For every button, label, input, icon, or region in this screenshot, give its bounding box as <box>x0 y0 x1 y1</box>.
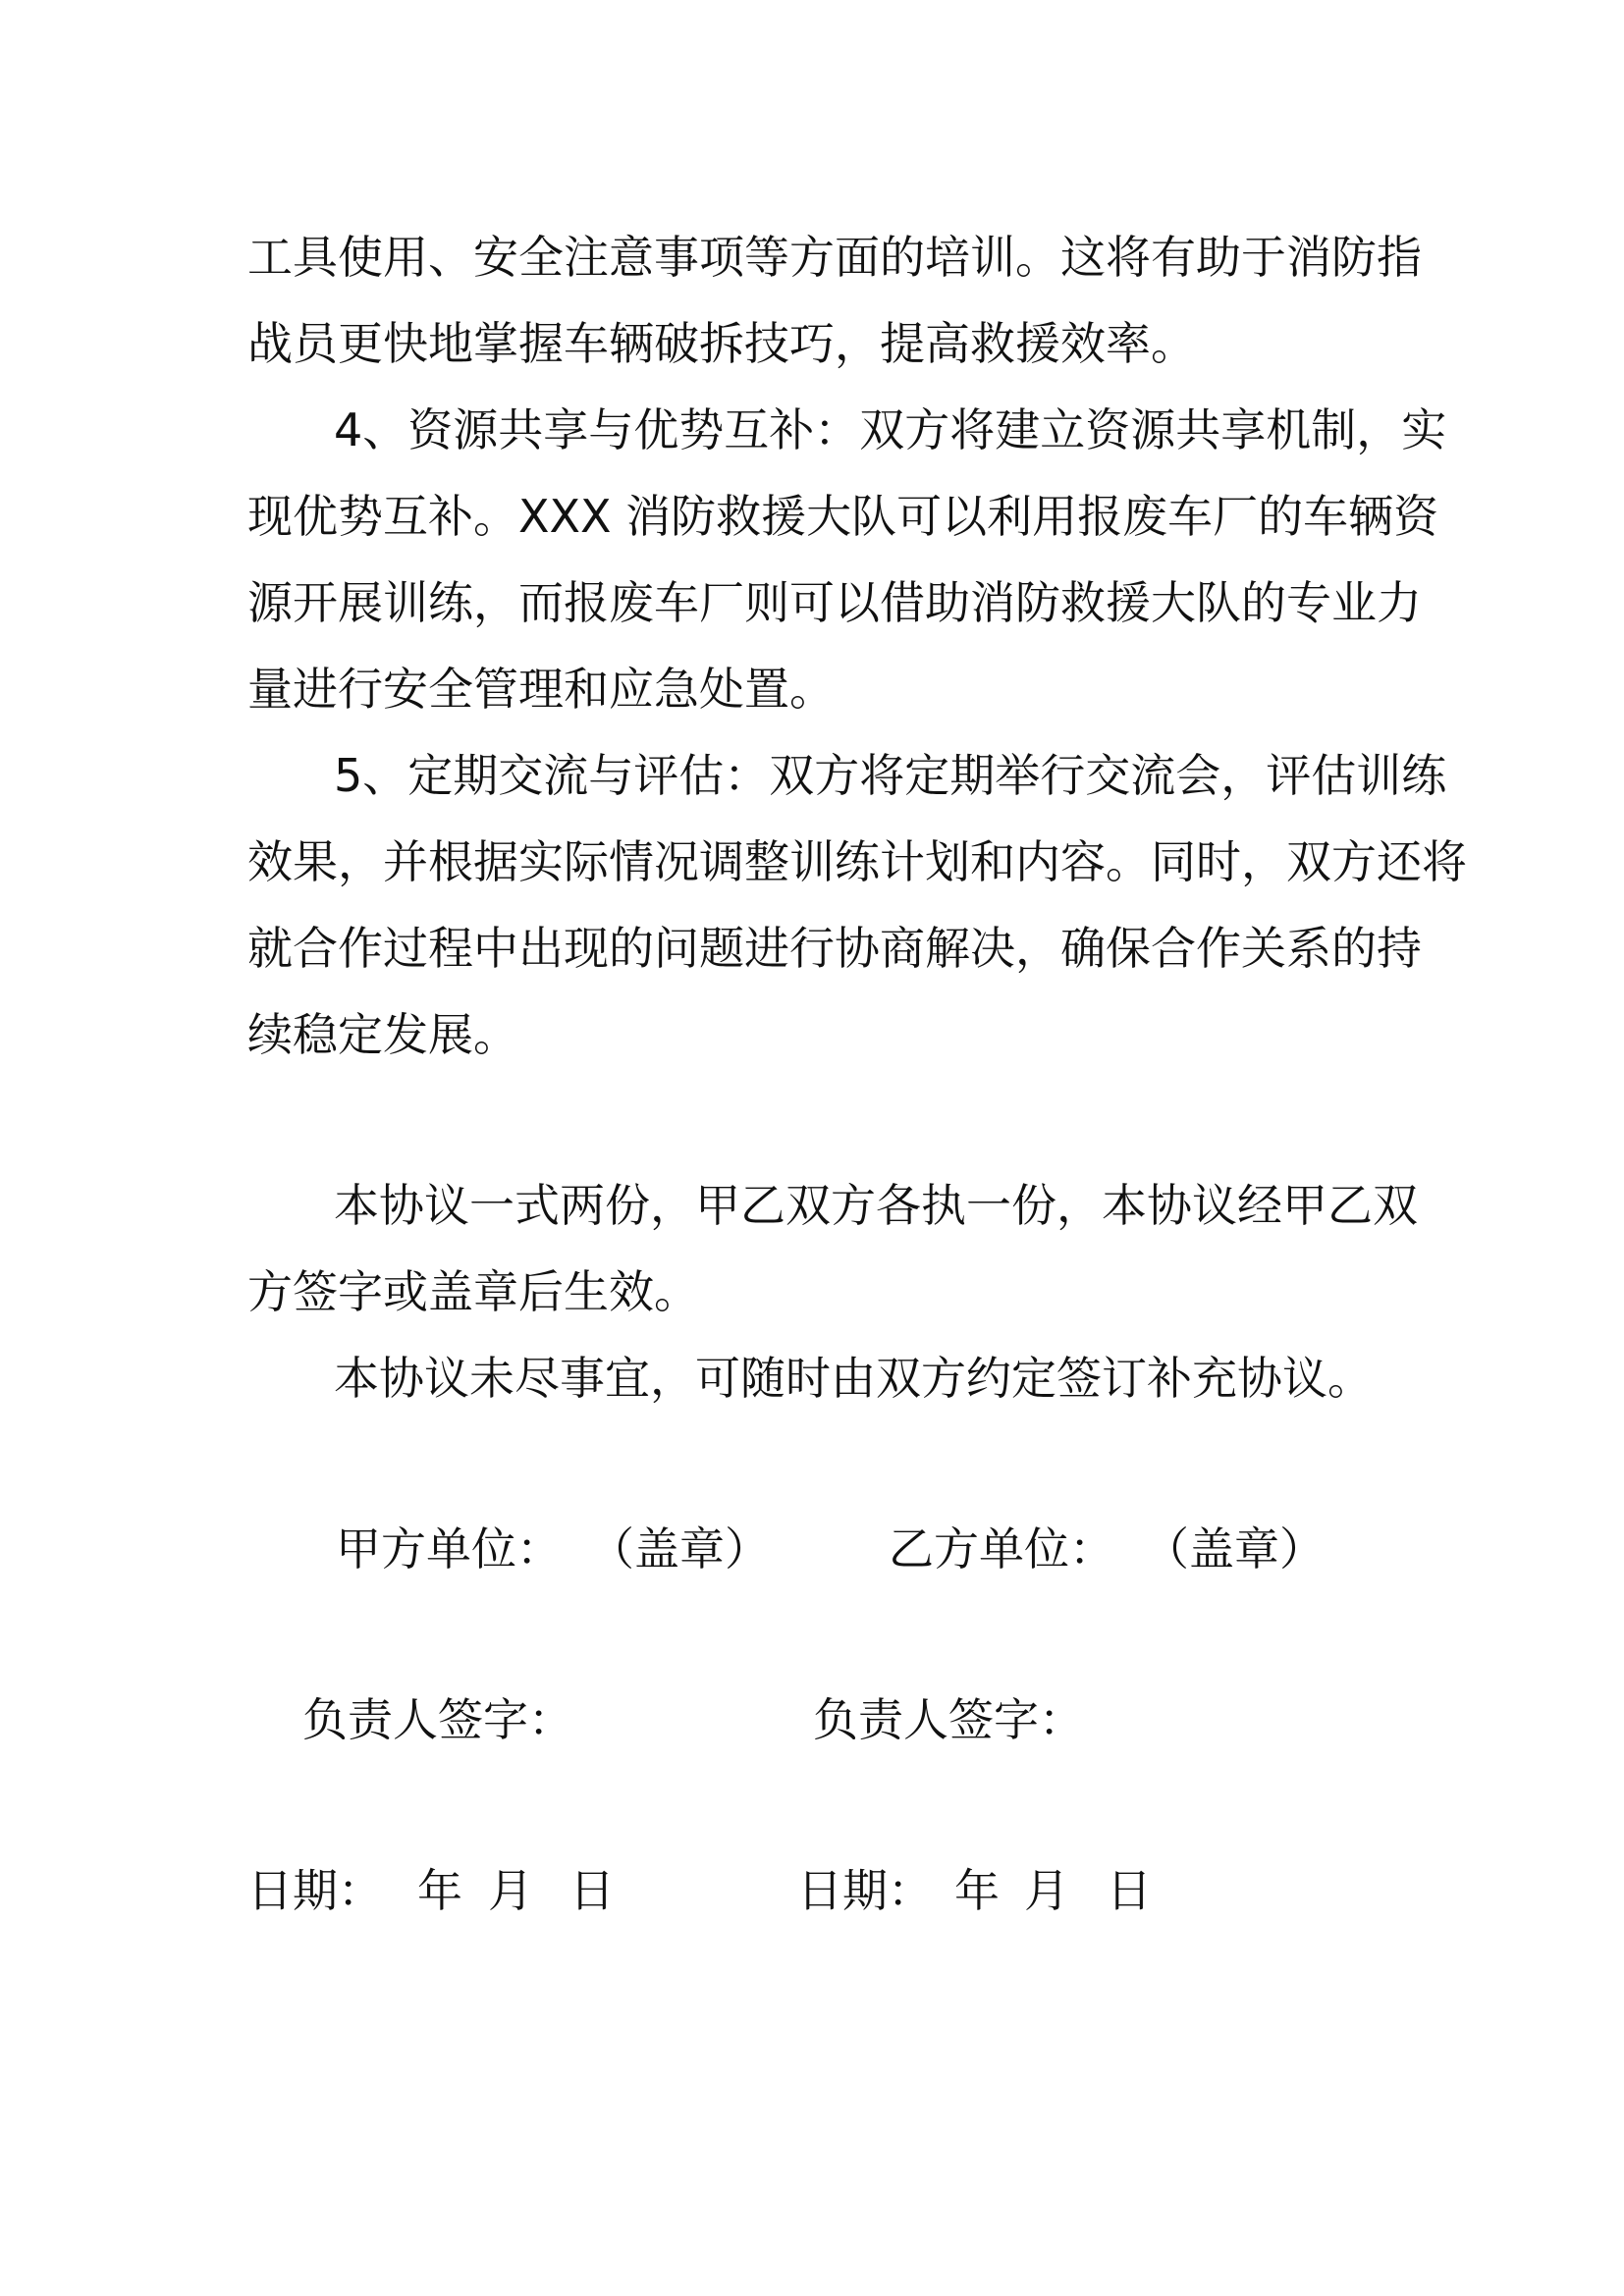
paragraph-line: 就合作过程中出现的问题进行协商解决，确保合作关系的持 <box>247 922 1422 975</box>
paragraph-line: 本协议未尽事宜，可随时由双方约定签订补充协议。 <box>334 1352 1373 1405</box>
paragraph-line: 5、定期交流与评估：双方将定期举行交流会，评估训练 <box>334 749 1447 802</box>
paragraph-line: 本协议一式两份，甲乙双方各执一份，本协议经甲乙双 <box>334 1179 1418 1232</box>
paragraph-line: 工具使用、安全注意事项等方面的培训。这将有助于消防指 <box>247 231 1422 284</box>
party-a-month: 月 <box>488 1864 533 1917</box>
party-a-signature-label: 负责人签字： <box>302 1693 573 1746</box>
party-b-date-label: 日期： <box>797 1864 933 1917</box>
party-a-year: 年 <box>417 1864 462 1917</box>
party-b-unit-label: 乙方单位： <box>889 1522 1114 1575</box>
party-b-day: 日 <box>1107 1864 1152 1917</box>
paragraph-line: 续稳定发展。 <box>247 1008 518 1061</box>
party-b-year: 年 <box>954 1864 1000 1917</box>
paragraph-line: 效果，并根据实际情况调整训练计划和内容。同时，双方还将 <box>247 835 1467 888</box>
paragraph-line: 现优势互补。XXX 消防救援大队可以利用报废车厂的车辆资 <box>247 490 1439 543</box>
party-b-month: 月 <box>1024 1864 1069 1917</box>
party-a-date-label: 日期： <box>247 1864 383 1917</box>
party-a-day: 日 <box>569 1864 615 1917</box>
paragraph-line: 源开展训练，而报废车厂则可以借助消防救援大队的专业力 <box>247 576 1422 629</box>
party-b-seal: （盖章） <box>1144 1522 1325 1575</box>
paragraph-line: 量进行安全管理和应急处置。 <box>247 663 835 716</box>
paragraph-line: 战员更快地掌握车辆破拆技巧，提高救援效率。 <box>247 317 1196 370</box>
party-a-unit-label: 甲方单位： <box>336 1522 562 1575</box>
party-a-seal: （盖章） <box>589 1522 770 1575</box>
party-b-signature-label: 负责人签字： <box>813 1693 1084 1746</box>
paragraph-line: 4、资源共享与优势互补：双方将建立资源共享机制，实 <box>334 403 1447 456</box>
paragraph-line: 方签字或盖章后生效。 <box>247 1265 699 1318</box>
